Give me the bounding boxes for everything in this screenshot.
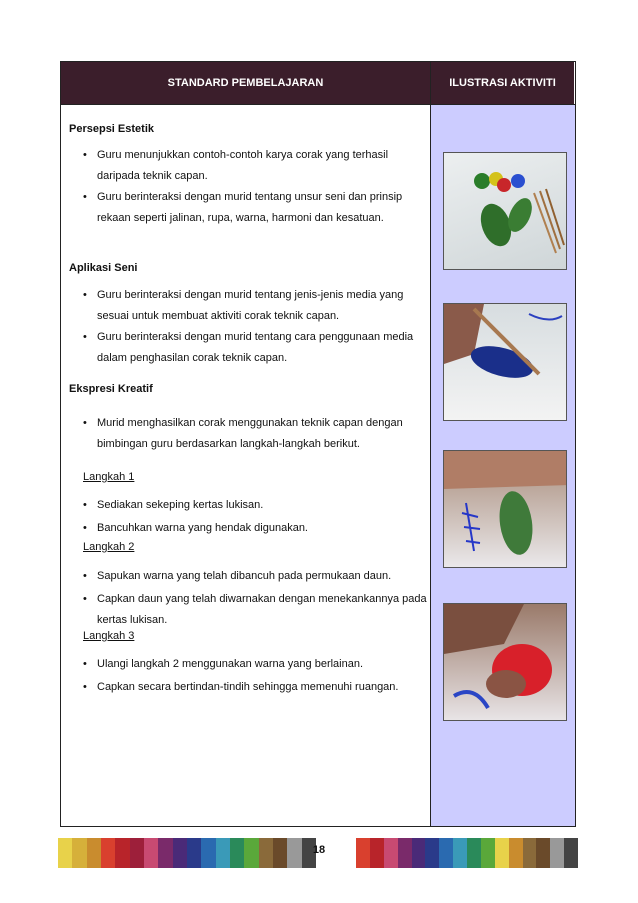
list-item: • Guru menunjukkan contoh-contoh karya corak yang terhasil daripada teknik capan. bbox=[83, 149, 389, 182]
list-item: • Bancuhkan warna yang hendak digunakan. bbox=[83, 522, 308, 534]
activity-photo-pressing-leaf bbox=[443, 450, 567, 568]
list-item: • Murid menghasilkan corak menggunakan teknik capan dengan bimbingan guru berdasarkan langkah-langkah berikut. bbox=[83, 417, 403, 450]
lesson-table bbox=[60, 61, 576, 827]
list-item: • Guru berinteraksi dengan murid tentang cara penggunaan media dalam penghasilan corak teknik capan. bbox=[83, 331, 414, 364]
step-label: Langkah 2 bbox=[83, 541, 135, 553]
section-title: Persepsi Estetik bbox=[69, 123, 154, 135]
decorative-pencil-strip-right bbox=[356, 838, 578, 868]
section-title: Ekspresi Kreatif bbox=[69, 383, 153, 395]
list-item: • Guru berinteraksi dengan murid tentang jenis-jenis media yang sesuai untuk membuat aktiviti corak teknik capan. bbox=[83, 289, 404, 322]
list-item: • Guru berinteraksi dengan murid tentang unsur seni dan prinsip rekaan seperti jalinan, rupa, warna, harmoni dan kesatuan. bbox=[83, 191, 403, 224]
list-item: • Sapukan warna yang telah dibancuh pada permukaan daun. bbox=[83, 570, 392, 582]
illustration-column bbox=[431, 104, 575, 826]
step-label: Langkah 3 bbox=[83, 630, 135, 642]
activity-photo-overlapping-prints bbox=[443, 603, 567, 721]
activity-photo-painting-leaf bbox=[443, 303, 567, 421]
header-illustration: ILUSTRASI AKTIVITI bbox=[431, 62, 574, 104]
activity-photo-materials bbox=[443, 152, 567, 270]
header-standard: STANDARD PEMBELAJARAN bbox=[61, 62, 431, 104]
page-number: 18 bbox=[312, 844, 326, 856]
list-item: • Ulangi langkah 2 menggunakan warna yang berlainan. bbox=[83, 658, 364, 670]
list-item: • Capkan secara bertindan-tindih sehingga memenuhi ruangan. bbox=[83, 681, 399, 693]
section-title: Aplikasi Seni bbox=[69, 262, 138, 274]
list-item: • Capkan daun yang telah diwarnakan dengan menekankannya pada kertas lukisan. bbox=[83, 593, 427, 626]
step-label: Langkah 1 bbox=[83, 471, 135, 483]
standard-column bbox=[61, 104, 431, 826]
list-item: • Sediakan sekeping kertas lukisan. bbox=[83, 499, 264, 511]
